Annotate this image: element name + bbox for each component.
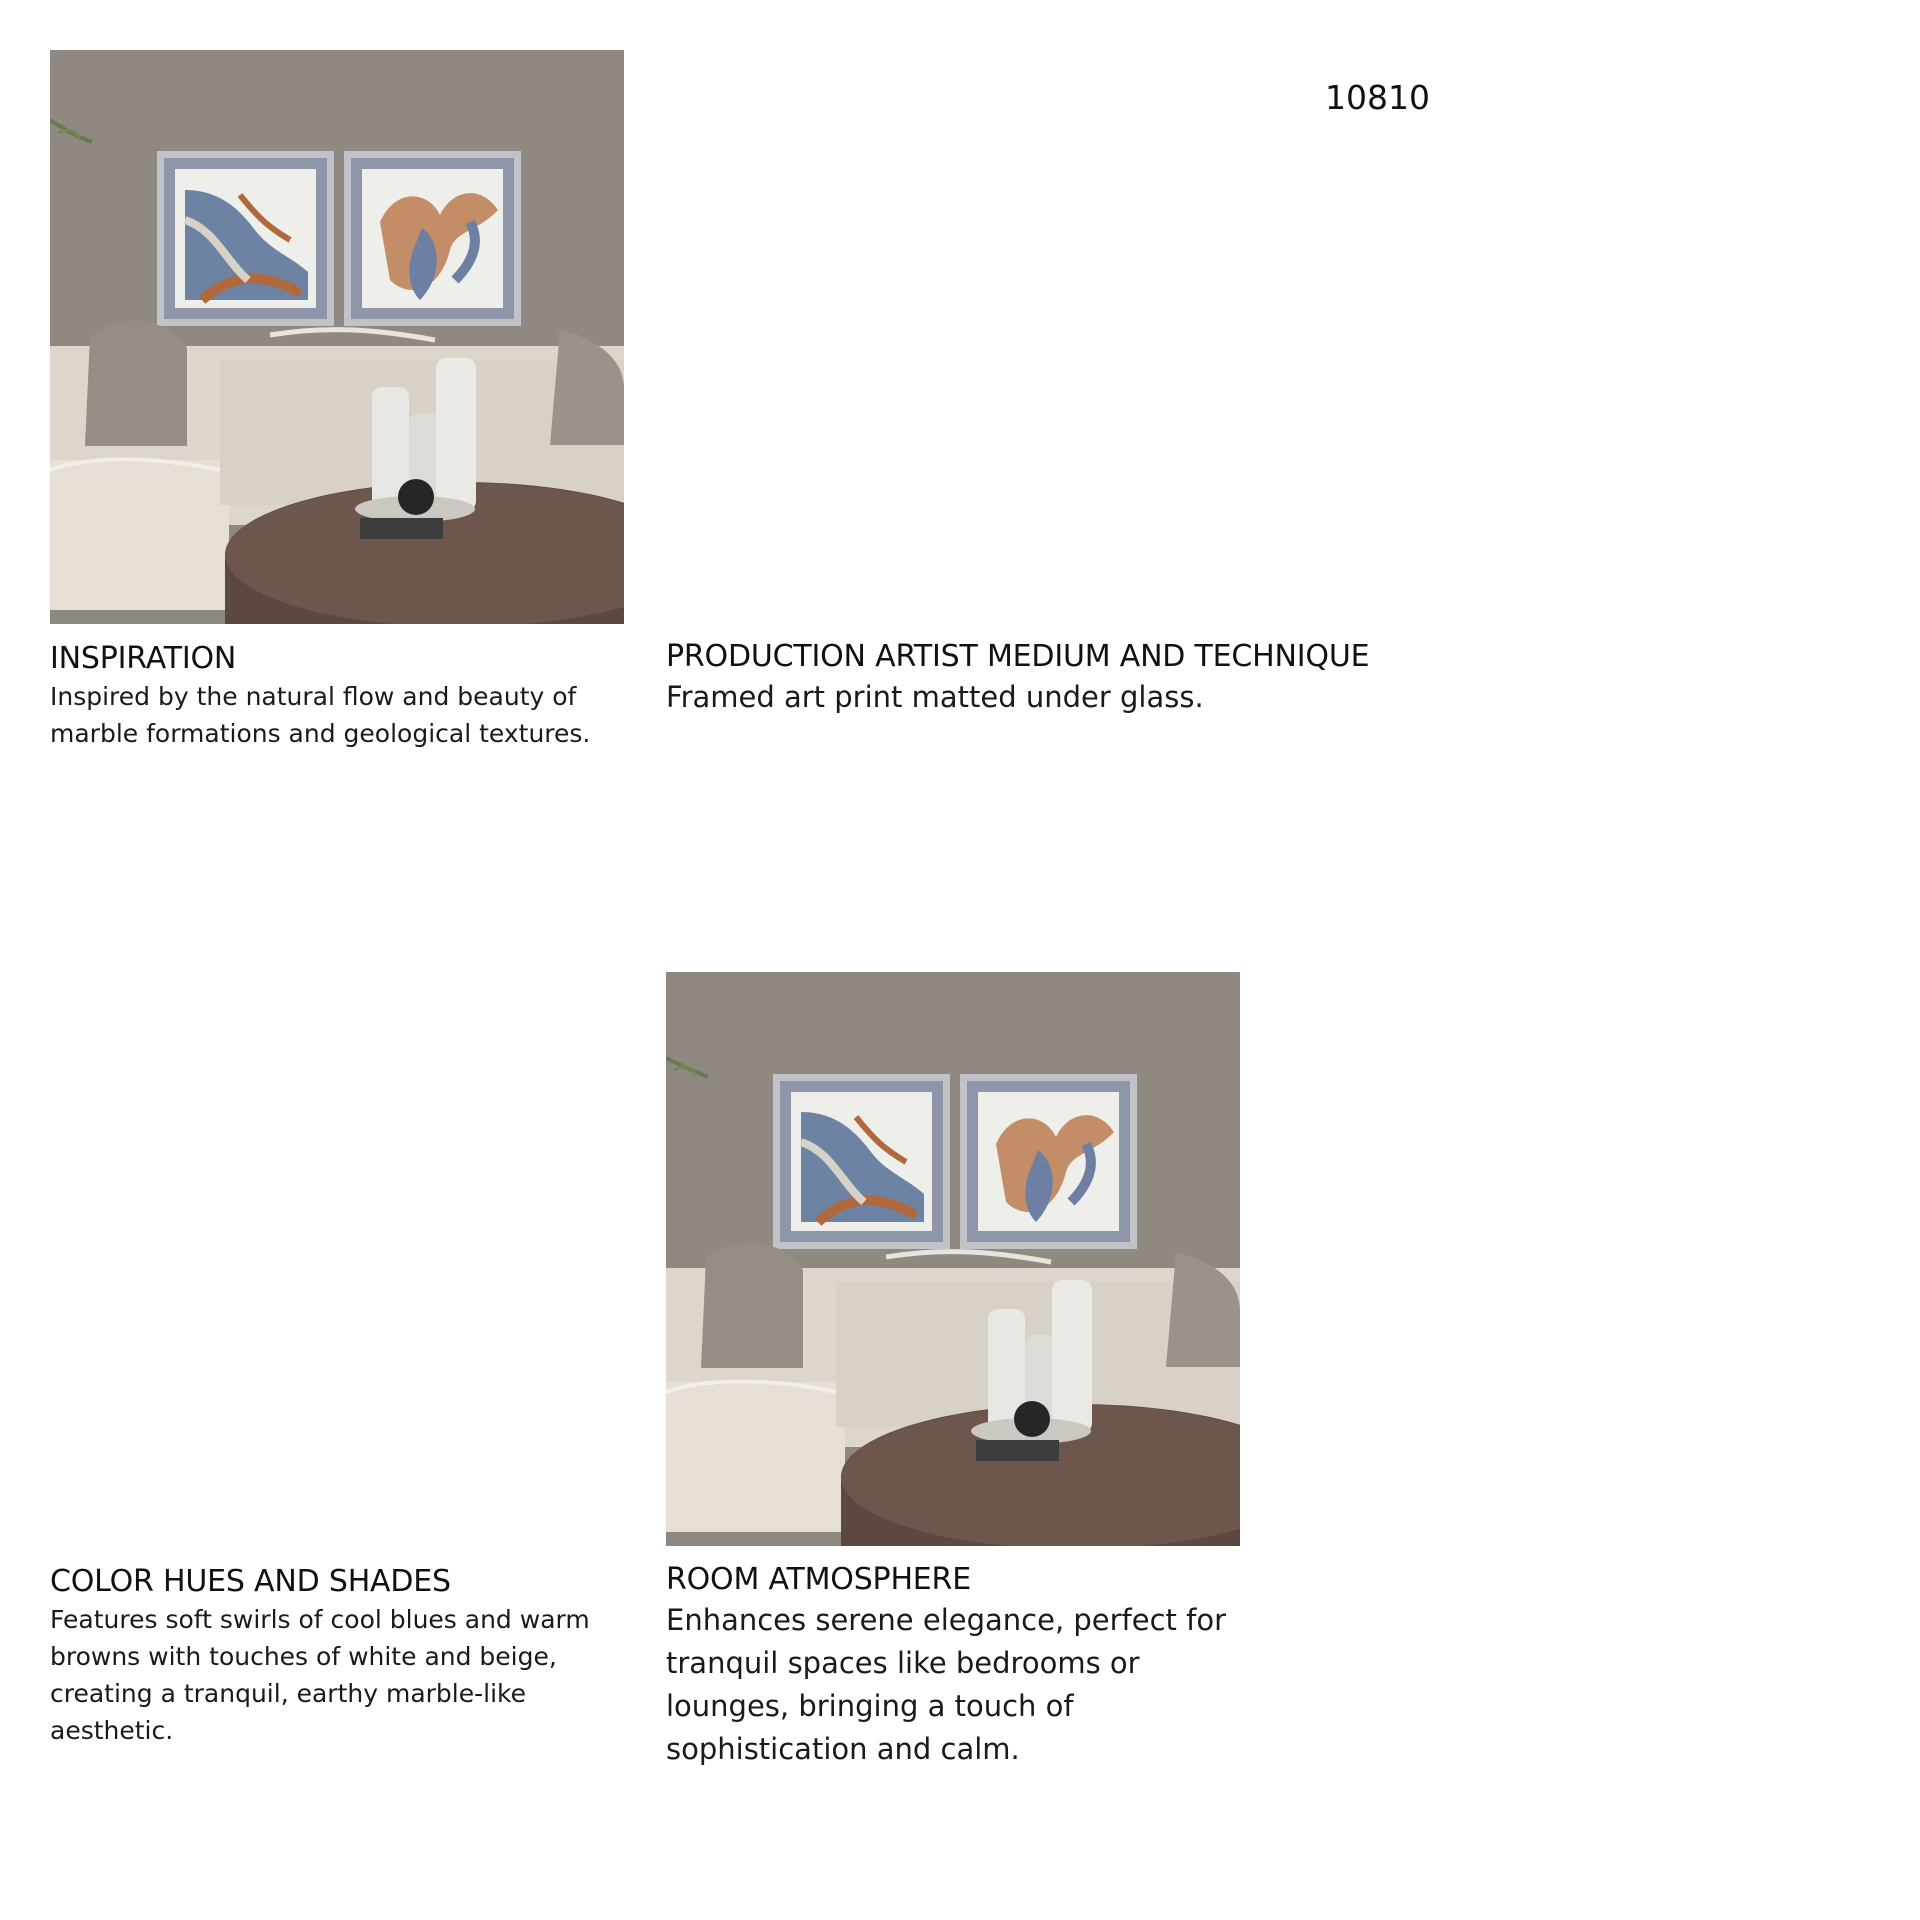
- inspiration-title: INSPIRATION: [50, 641, 237, 676]
- framed-art-left: [157, 151, 334, 326]
- room-scene-image: [666, 972, 1240, 1546]
- production-text: Framed art print matted under glass.: [666, 680, 1204, 714]
- color-text: Features soft swirls of cool blues and warm browns with touches of white and beige, creating a tranquil, earthy marble-like aesthetic.: [50, 1605, 590, 1745]
- production-section: [666, 638, 1586, 719]
- room-scene-illustration: [666, 972, 1240, 1546]
- production-title: PRODUCTION ARTIST MEDIUM AND TECHNIQUE: [666, 639, 1370, 674]
- room-section: [666, 1561, 1246, 1771]
- room-text: Enhances serene elegance, perfect for tranquil spaces like bedrooms or lounges, bringing a touch of sophistication and calm.: [666, 1603, 1227, 1766]
- room-title: ROOM ATMOSPHERE: [666, 1562, 971, 1597]
- color-section: [50, 1563, 620, 1749]
- room-scene-image: [50, 50, 624, 624]
- framed-art-right: [960, 1074, 1137, 1249]
- product-number: 10810: [1325, 78, 1430, 117]
- color-title: COLOR HUES AND SHADES: [50, 1564, 451, 1599]
- inspiration-text: Inspired by the natural flow and beauty of marble formations and geological textures.: [50, 682, 591, 748]
- framed-art-left: [773, 1074, 950, 1249]
- room-scene-illustration: [50, 50, 624, 624]
- framed-art-right: [344, 151, 521, 326]
- inspiration-section: [50, 640, 620, 752]
